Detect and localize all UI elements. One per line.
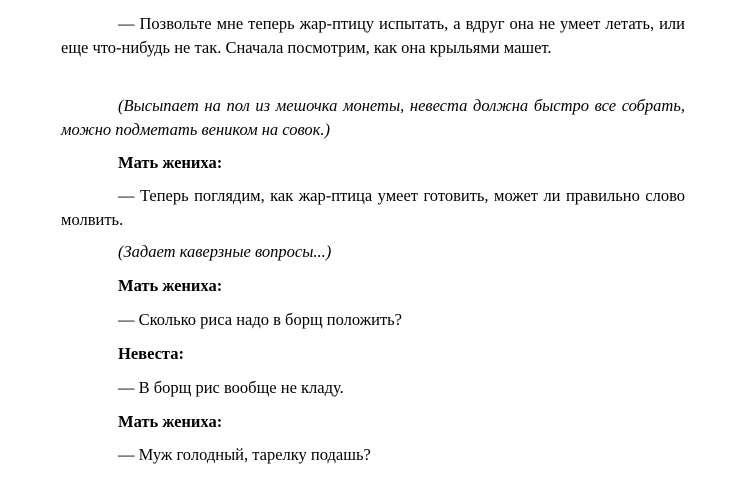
speaker-label-mother-3: Мать жениха: [118,412,223,431]
speaker-label-mother-2: Мать жениха: [118,276,223,295]
speaker-label-mother-1: Мать жениха: [118,153,223,172]
speaker-label-bride: Невеста: [118,344,184,363]
stage-direction-2: (Задает каверзные вопросы...) [118,242,332,261]
speech-paragraph-3: — Сколько риса надо в борщ положить? [118,310,402,329]
stage-direction-1: (Высыпает на пол из мешочка монеты, невеста должна быстро все собрать, можно подметать веником на совок.) [61,96,685,139]
speech-paragraph-5: — Муж голодный, тарелку подашь? [118,445,371,464]
speech-paragraph-4: — В борщ рис вообще не кладу. [118,378,344,397]
speech-paragraph-1: — Позвольте мне теперь жар-птицу испытать, а вдруг она не умеет летать, или еще что-нибудь не так. Сначала посмотрим, как она крыльями машет. [61,14,685,57]
speech-paragraph-2: — Теперь поглядим, как жар-птица умеет готовить, может ли правильно слово молвить. [61,186,685,229]
